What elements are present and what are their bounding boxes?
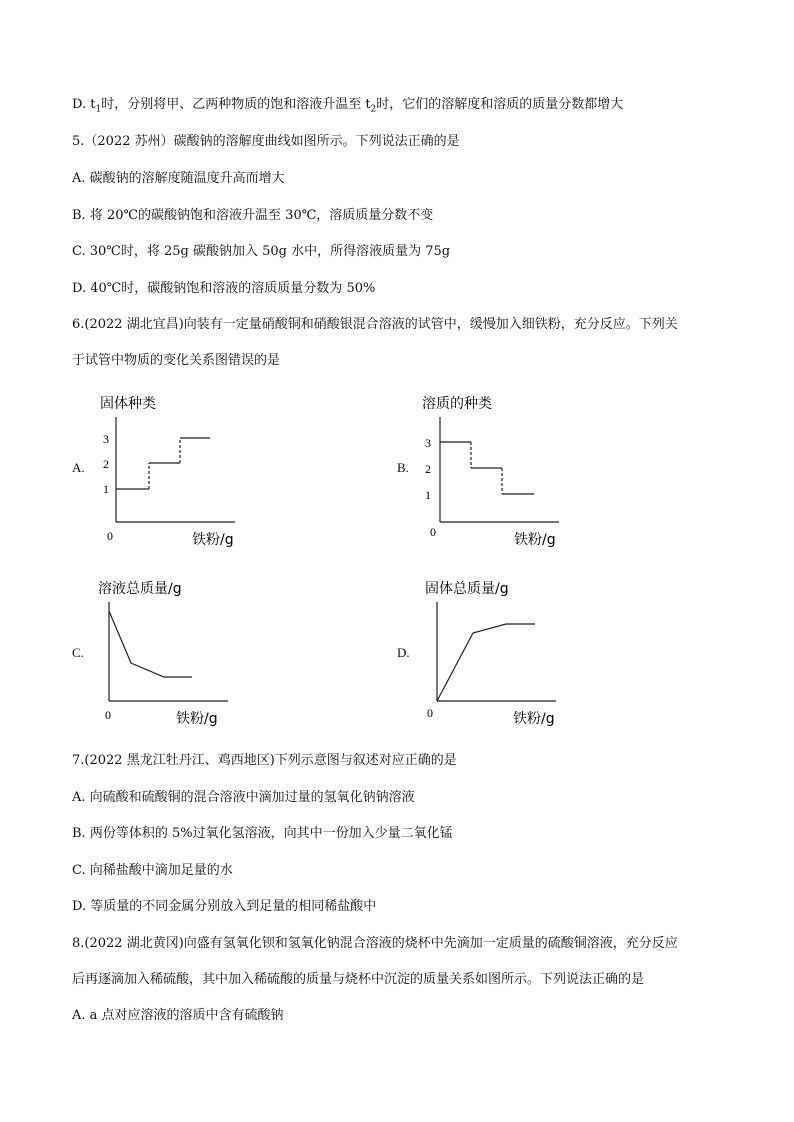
graph-b bbox=[422, 392, 572, 556]
q5-option-c: C. 30℃时，将 25g 碳酸钠加入 50g 水中，所得溶液质量为 75g bbox=[72, 244, 451, 259]
q7-option-c: C. 向稀盐酸中滴加足量的水 bbox=[72, 863, 233, 878]
graph-d bbox=[425, 577, 575, 741]
graph-b-tick-2: 2 bbox=[425, 462, 431, 476]
q6-stem-line2: 于试管中物质的变化关系图错误的是 bbox=[72, 353, 281, 368]
graph-a-xlabel: 铁粉/g bbox=[192, 532, 234, 548]
graph-a-tick-2: 2 bbox=[103, 457, 109, 471]
q7-option-b: B. 两份等体积的 5%过氧化氢溶液，向其中一份加入少量二氧化锰 bbox=[72, 826, 453, 841]
graph-d-origin: 0 bbox=[427, 706, 433, 720]
q8-stem-line2: 后再逐滴加入稀硫酸，其中加入稀硫酸的质量与烧杯中沉淀的质量关系如图所示。下列说法正确的是 bbox=[72, 972, 645, 987]
graph-c-xlabel: 铁粉/g bbox=[176, 711, 218, 727]
q4-option-d bbox=[72, 96, 623, 119]
q4d-text-mid: 时，分别将甲、乙两种物质的饱和溶液升温至 t bbox=[101, 97, 371, 112]
graph-b-origin: 0 bbox=[430, 525, 436, 539]
q7-stem: 7.(2022 黑龙江牡丹江、鸡西地区)下列示意图与叙述对应正确的是 bbox=[72, 753, 457, 768]
q5-option-b: B. 将 20℃的碳酸钠饱和溶液升温至 30℃，溶质质量分数不变 bbox=[72, 208, 434, 223]
graph-a bbox=[100, 392, 250, 556]
graph-c bbox=[98, 577, 248, 741]
graph-a-origin: 0 bbox=[107, 529, 113, 543]
graph-c-ylabel: 溶液总质量/g bbox=[98, 581, 182, 597]
graph-b-label: B. bbox=[397, 460, 409, 475]
q8-option-a: A. a 点对应溶液的溶质中含有硫酸钠 bbox=[72, 1008, 284, 1023]
graph-b-tick-1: 1 bbox=[425, 488, 431, 502]
q8-stem-line1: 8.(2022 湖北黄冈)向盛有氢氧化钡和氢氧化钠混合溶液的烧杯中先滴加一定质量的硫酸铜溶液，充分反应 bbox=[72, 936, 678, 951]
q5-option-d: D. 40℃时，碳酸钠饱和溶液的溶质质量分数为 50% bbox=[72, 281, 376, 296]
q4d-text-pre: D. t bbox=[72, 97, 96, 112]
q5-stem: 5.（2022 苏州）碳酸钠的溶解度曲线如图所示。下列说法正确的是 bbox=[72, 134, 460, 149]
q7-option-d: D. 等质量的不同金属分别放入到足量的相同稀盐酸中 bbox=[72, 899, 377, 914]
graph-a-ylabel: 固体种类 bbox=[100, 396, 156, 412]
graph-a-label: A. bbox=[72, 460, 85, 475]
graph-d-curve bbox=[437, 624, 535, 701]
graph-b-xlabel: 铁粉/g bbox=[514, 532, 556, 548]
graph-a-tick-1: 1 bbox=[103, 482, 109, 496]
graph-c-label: C. bbox=[72, 645, 84, 660]
q4d-sub2: 2 bbox=[370, 104, 377, 115]
q4d-text-post: 时，它们的溶解度和溶质的质量分数都增大 bbox=[376, 97, 624, 112]
graph-d-label: D. bbox=[397, 645, 410, 660]
graph-c-curve bbox=[109, 611, 192, 677]
graph-b-ylabel: 溶质的种类 bbox=[422, 396, 492, 412]
graph-d-ylabel: 固体总质量/g bbox=[425, 581, 509, 597]
q4d-sub1: 1 bbox=[95, 104, 102, 115]
q7-option-a: A. 向硫酸和硫酸铜的混合溶液中滴加过量的氢氧化钠钠溶液 bbox=[72, 790, 415, 805]
q5-option-a: A. 碳酸钠的溶解度随温度升高而增大 bbox=[72, 171, 285, 186]
graph-b-tick-3: 3 bbox=[425, 436, 431, 450]
graph-a-tick-3: 3 bbox=[103, 432, 109, 446]
graph-c-origin: 0 bbox=[105, 708, 111, 722]
q6-stem-line1: 6.(2022 湖北宜昌)向装有一定量硝酸铜和硝酸银混合溶液的试管中，缓慢加入细铁粉，充分反应。下列关 bbox=[72, 317, 678, 332]
graph-d-xlabel: 铁粉/g bbox=[513, 711, 555, 727]
